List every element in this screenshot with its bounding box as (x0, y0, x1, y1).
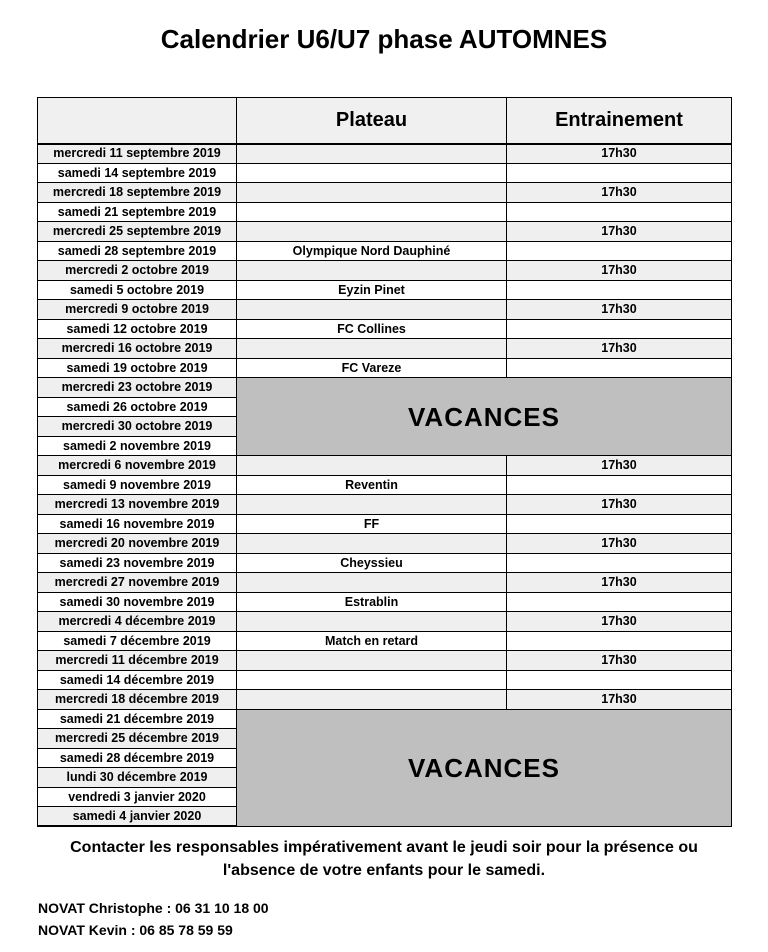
date-cell: samedi 12 octobre 2019 (38, 319, 237, 339)
date-cell: mercredi 9 octobre 2019 (38, 300, 237, 320)
plateau-cell (237, 612, 507, 632)
entrainement-cell (507, 553, 732, 573)
date-cell: samedi 23 novembre 2019 (38, 553, 237, 573)
calendar-table (37, 97, 732, 827)
table-row (38, 358, 732, 378)
entrainement-cell: 17h30 (507, 690, 732, 710)
plateau-cell (237, 651, 507, 671)
calendar-body (38, 144, 732, 827)
table-row (38, 319, 732, 339)
table-row (38, 495, 732, 515)
table-row (38, 183, 732, 203)
date-cell: samedi 28 septembre 2019 (38, 241, 237, 261)
contact-christophe: NOVAT Christophe : 06 31 10 18 00 (38, 900, 269, 916)
plateau-cell: Eyzin Pinet (237, 280, 507, 300)
plateau-cell (237, 163, 507, 183)
entrainement-cell (507, 163, 732, 183)
table-row (38, 163, 732, 183)
plateau-column-header: Plateau (237, 98, 507, 144)
plateau-cell: Estrablin (237, 592, 507, 612)
date-cell: samedi 30 novembre 2019 (38, 592, 237, 612)
table-row (38, 709, 732, 729)
plateau-cell (237, 534, 507, 554)
date-cell: samedi 21 septembre 2019 (38, 202, 237, 222)
entrainement-cell: 17h30 (507, 495, 732, 515)
date-cell: mercredi 18 septembre 2019 (38, 183, 237, 203)
date-cell: samedi 28 décembre 2019 (38, 748, 237, 768)
table-row (38, 612, 732, 632)
contact-note-line1: Contacter les responsables impérativement avant le jeudi soir pour la présence ou (70, 839, 698, 856)
entrainement-cell (507, 670, 732, 690)
entrainement-cell (507, 631, 732, 651)
plateau-cell: FC Vareze (237, 358, 507, 378)
plateau-cell: FC Collines (237, 319, 507, 339)
contact-kevin: NOVAT Kevin : 06 85 78 59 59 (38, 922, 233, 938)
date-cell: samedi 2 novembre 2019 (38, 436, 237, 456)
entrainement-cell: 17h30 (507, 456, 732, 476)
date-cell: mercredi 11 décembre 2019 (38, 651, 237, 671)
date-cell: mercredi 13 novembre 2019 (38, 495, 237, 515)
table-row (38, 241, 732, 261)
table-row (38, 202, 732, 222)
table-row (38, 378, 732, 398)
plateau-cell (237, 300, 507, 320)
date-cell: mercredi 4 décembre 2019 (38, 612, 237, 632)
date-cell: samedi 14 septembre 2019 (38, 163, 237, 183)
contact-note-line2: l'absence de votre enfants pour le samedi. (222, 862, 546, 879)
contacts-block (38, 897, 269, 941)
date-cell: samedi 26 octobre 2019 (38, 397, 237, 417)
entrainement-cell (507, 592, 732, 612)
plateau-cell (237, 670, 507, 690)
plateau-cell (237, 456, 507, 476)
table-row (38, 534, 732, 554)
table-row (38, 475, 732, 495)
table-row (38, 573, 732, 593)
date-cell: vendredi 3 janvier 2020 (38, 787, 237, 807)
plateau-cell: FF (237, 514, 507, 534)
date-cell: mercredi 23 octobre 2019 (38, 378, 237, 398)
table-row (38, 339, 732, 359)
table-row (38, 300, 732, 320)
plateau-cell: Cheyssieu (237, 553, 507, 573)
entrainement-cell: 17h30 (507, 261, 732, 281)
date-cell: mercredi 30 octobre 2019 (38, 417, 237, 437)
date-cell: lundi 30 décembre 2019 (38, 768, 237, 788)
plateau-cell (237, 573, 507, 593)
entrainement-cell (507, 241, 732, 261)
entrainement-cell: 17h30 (507, 534, 732, 554)
table-row (38, 280, 732, 300)
entrainement-cell (507, 514, 732, 534)
date-cell: samedi 5 octobre 2019 (38, 280, 237, 300)
table-row (38, 670, 732, 690)
calendar-header (38, 98, 732, 144)
entrainement-cell (507, 202, 732, 222)
date-cell: mercredi 11 septembre 2019 (38, 144, 237, 164)
date-cell: samedi 9 novembre 2019 (38, 475, 237, 495)
plateau-cell (237, 222, 507, 242)
vacances-cell: VACANCES (237, 709, 732, 826)
plateau-cell: Match en retard (237, 631, 507, 651)
plateau-cell (237, 261, 507, 281)
entrainement-cell: 17h30 (507, 573, 732, 593)
table-row (38, 456, 732, 476)
date-cell: samedi 16 novembre 2019 (38, 514, 237, 534)
table-row (38, 514, 732, 534)
entrainement-cell: 17h30 (507, 339, 732, 359)
entrainement-column-header: Entrainement (507, 98, 732, 144)
date-cell: samedi 7 décembre 2019 (38, 631, 237, 651)
entrainement-cell (507, 319, 732, 339)
table-row (38, 690, 732, 710)
entrainement-cell: 17h30 (507, 144, 732, 164)
entrainement-cell: 17h30 (507, 222, 732, 242)
date-cell: mercredi 27 novembre 2019 (38, 573, 237, 593)
contact-note (0, 836, 768, 882)
date-cell: samedi 21 décembre 2019 (38, 709, 237, 729)
date-cell: mercredi 25 décembre 2019 (38, 729, 237, 749)
table-row (38, 592, 732, 612)
entrainement-cell: 17h30 (507, 612, 732, 632)
plateau-cell (237, 202, 507, 222)
table-row (38, 261, 732, 281)
entrainement-cell: 17h30 (507, 651, 732, 671)
table-row (38, 631, 732, 651)
date-cell: mercredi 2 octobre 2019 (38, 261, 237, 281)
date-cell: mercredi 25 septembre 2019 (38, 222, 237, 242)
entrainement-cell: 17h30 (507, 183, 732, 203)
plateau-cell (237, 339, 507, 359)
entrainement-cell: 17h30 (507, 300, 732, 320)
header-row (38, 98, 732, 144)
entrainement-cell (507, 280, 732, 300)
date-cell: mercredi 18 décembre 2019 (38, 690, 237, 710)
table-row (38, 651, 732, 671)
plateau-cell (237, 690, 507, 710)
plateau-cell: Reventin (237, 475, 507, 495)
page-title: Calendrier U6/U7 phase AUTOMNES (160, 24, 608, 54)
table-row (38, 222, 732, 242)
entrainement-cell (507, 475, 732, 495)
plateau-cell: Olympique Nord Dauphiné (237, 241, 507, 261)
date-cell: mercredi 16 octobre 2019 (38, 339, 237, 359)
date-cell: samedi 19 octobre 2019 (38, 358, 237, 378)
date-cell: mercredi 20 novembre 2019 (38, 534, 237, 554)
plateau-cell (237, 495, 507, 515)
entrainement-cell (507, 358, 732, 378)
table-row (38, 144, 732, 164)
vacances-cell: VACANCES (237, 378, 732, 456)
date-cell: samedi 4 janvier 2020 (38, 807, 237, 827)
plateau-cell (237, 144, 507, 164)
plateau-cell (237, 183, 507, 203)
date-cell: samedi 14 décembre 2019 (38, 670, 237, 690)
corner-empty-cell (38, 98, 237, 144)
table-row (38, 553, 732, 573)
date-cell: mercredi 6 novembre 2019 (38, 456, 237, 476)
